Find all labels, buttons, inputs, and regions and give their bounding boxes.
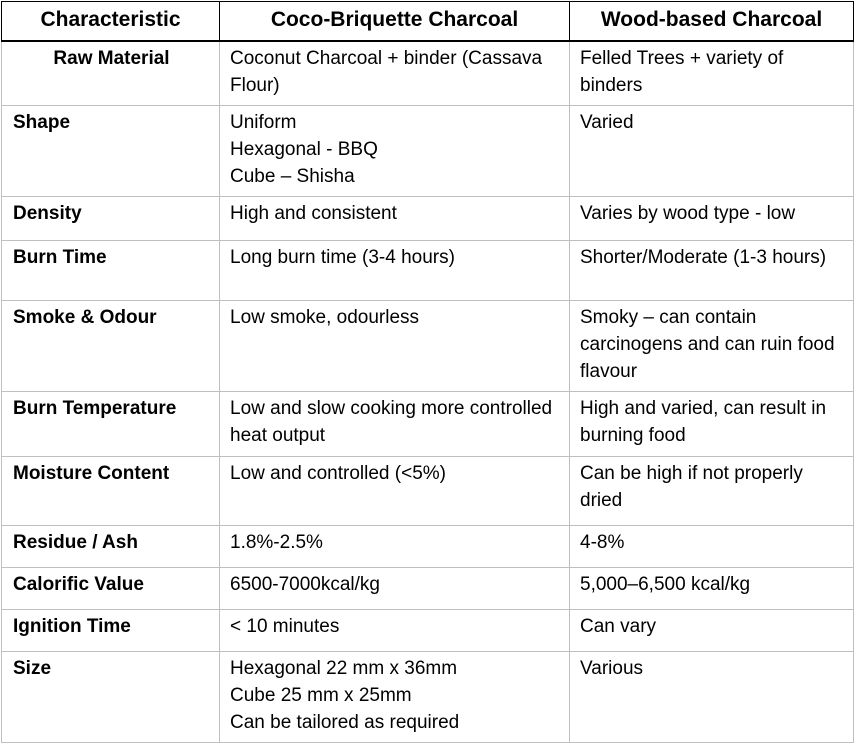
cell-line: Low and slow cooking more controlled heat output: [230, 398, 553, 446]
cell-line: Long burn time (3-4 hours): [230, 247, 455, 268]
wood-cell: [570, 241, 854, 301]
wood-cell: [570, 457, 854, 526]
cell-line: High and varied, can result in burning food: [580, 398, 827, 446]
cell-line: Hexagonal - BBQ: [230, 139, 378, 160]
table-row: [2, 568, 854, 610]
cell-line: Various: [580, 658, 644, 679]
cell-line: Varied: [580, 112, 634, 133]
table-row: [2, 41, 854, 106]
header-wood-based: Wood-based Charcoal: [570, 2, 854, 42]
coco-cell: [220, 457, 570, 526]
cell-line: Coconut Charcoal + binder (Cassava Flour): [230, 48, 543, 96]
cell-line: Low smoke, odourless: [230, 307, 420, 328]
table-row: [2, 106, 854, 197]
wood-cell: [570, 526, 854, 568]
cell-line: 6500-7000kcal/kg: [230, 574, 380, 595]
table-row: [2, 392, 854, 457]
table-row: [2, 457, 854, 526]
coco-cell: [220, 41, 570, 106]
row-label: Size: [2, 652, 220, 743]
table-row: [2, 526, 854, 568]
row-label: Calorific Value: [2, 568, 220, 610]
row-label: Raw Material: [2, 41, 220, 106]
table-row: [2, 610, 854, 652]
table-row: [2, 197, 854, 241]
wood-cell: [570, 610, 854, 652]
wood-cell: [570, 568, 854, 610]
table-row: [2, 652, 854, 743]
row-label: Moisture Content: [2, 457, 220, 526]
cell-line: Felled Trees + variety of binders: [580, 48, 784, 96]
cell-line: < 10 minutes: [230, 616, 340, 637]
cell-line: High and consistent: [230, 203, 397, 224]
cell-line: Can be high if not properly dried: [580, 463, 803, 511]
cell-line: Cube – Shisha: [230, 166, 355, 187]
coco-cell: [220, 652, 570, 743]
wood-cell: [570, 106, 854, 197]
coco-cell: [220, 197, 570, 241]
coco-cell: [220, 568, 570, 610]
header-coco-briquette: Coco-Briquette Charcoal: [220, 2, 570, 42]
header-characteristic: Characteristic: [2, 2, 220, 42]
row-label: Shape: [2, 106, 220, 197]
cell-line: Shorter/Moderate (1-3 hours): [580, 247, 827, 268]
row-label: Burn Temperature: [2, 392, 220, 457]
table-row: [2, 241, 854, 301]
cell-line: Can vary: [580, 616, 657, 637]
table-row: [2, 301, 854, 392]
coco-cell: [220, 301, 570, 392]
cell-line: Can be tailored as required: [230, 712, 460, 733]
cell-line: Cube 25 mm x 25mm: [230, 685, 412, 706]
coco-cell: [220, 610, 570, 652]
coco-cell: [220, 241, 570, 301]
wood-cell: [570, 41, 854, 106]
row-label: Smoke & Odour: [2, 301, 220, 392]
wood-cell: [570, 197, 854, 241]
coco-cell: [220, 106, 570, 197]
cell-line: Hexagonal 22 mm x 36mm: [230, 658, 458, 679]
coco-cell: [220, 392, 570, 457]
cell-line: 5,000–6,500 kcal/kg: [580, 574, 751, 595]
wood-cell: [570, 652, 854, 743]
cell-line: Varies by wood type - low: [580, 203, 796, 224]
cell-line: 4-8%: [580, 532, 625, 553]
cell-line: Low and controlled (<5%): [230, 463, 446, 484]
row-label: Ignition Time: [2, 610, 220, 652]
coco-cell: [220, 526, 570, 568]
row-label: Density: [2, 197, 220, 241]
cell-line: Smoky – can contain carcinogens and can ruin food flavour: [580, 307, 835, 382]
row-label: Burn Time: [2, 241, 220, 301]
wood-cell: [570, 392, 854, 457]
row-label: Residue / Ash: [2, 526, 220, 568]
cell-line: 1.8%-2.5%: [230, 532, 323, 553]
wood-cell: [570, 301, 854, 392]
header-row: [2, 2, 854, 42]
cell-line: Uniform: [230, 112, 297, 133]
comparison-table: [1, 1, 854, 743]
